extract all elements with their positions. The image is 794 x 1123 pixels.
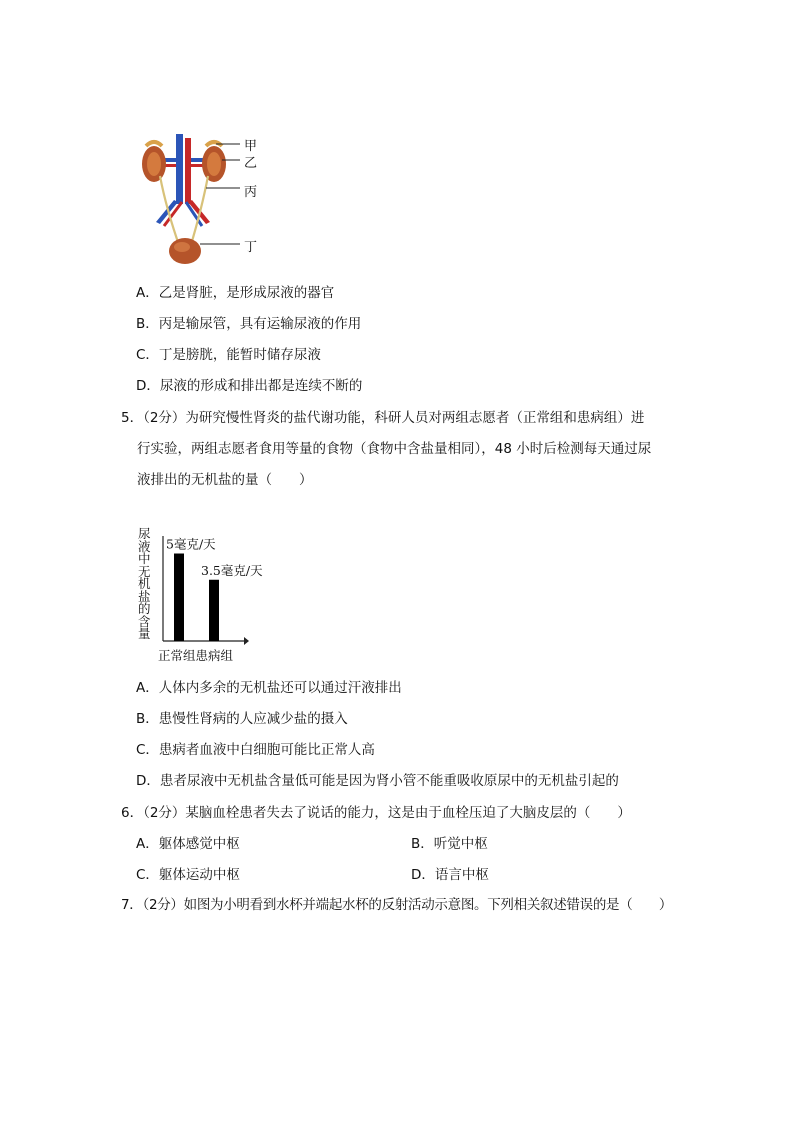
category-label-normal: 正常组 xyxy=(158,648,196,663)
q5-line-3: 液排出的无机盐的量（ ） xyxy=(137,472,313,488)
q5-option-d: D．患者尿液中无机盐含量低可能是因为肾小管不能重吸收原尿中的无机盐引起的 xyxy=(136,773,619,789)
figure-label-jia: 甲 xyxy=(244,139,258,154)
chart-y-label: 尿液中无机盐的含量 xyxy=(138,526,151,641)
q6-stem: 6．（2分）某脑血栓患者失去了说话的能力，这是由于血栓压迫了大脑皮层的（ ） xyxy=(121,805,631,821)
salt-chart xyxy=(136,526,286,666)
bar-normal xyxy=(174,554,184,642)
q6-option-b: B．听觉中枢 xyxy=(411,836,488,852)
data-label-normal: 5毫克/天 xyxy=(166,536,216,552)
q4-option-b: B．丙是输尿管，具有运输尿液的作用 xyxy=(136,316,362,332)
chart-plot xyxy=(136,526,286,666)
q5-line-1: 5．（2分）为研究慢性肾炎的盐代谢功能，科研人员对两组志愿者（正常组和患病组）进 xyxy=(121,410,645,426)
q5-option-b: B．患慢性肾病的人应减少盐的摄入 xyxy=(136,711,348,727)
figure-label-ding: 丁 xyxy=(244,240,258,255)
aorta xyxy=(185,138,191,204)
x-category-labels xyxy=(158,646,233,664)
q5-option-c: C．患病者血液中白细胞可能比正常人高 xyxy=(136,742,375,758)
q4-option-a: A．乙是肾脏，是形成尿液的器官 xyxy=(136,285,335,301)
figure-label-yi: 乙 xyxy=(244,156,258,171)
category-label-patient: 患病组 xyxy=(195,648,234,663)
q5-line-2: 行实验，两组志愿者食用等量的食物（食物中含盐量相同），48 小时后检测每天通过尿 xyxy=(137,441,652,457)
q4-option-c: C．丁是膀胱，能暂时储存尿液 xyxy=(136,347,321,363)
figure-label-bing: 丙 xyxy=(244,185,258,200)
q6-option-d: D．语言中枢 xyxy=(411,867,489,883)
q6-option-c: C．躯体运动中枢 xyxy=(136,867,240,883)
q5-option-a: A．人体内多余的无机盐还可以通过汗液排出 xyxy=(136,680,402,696)
q6-option-a: A．躯体感觉中枢 xyxy=(136,836,240,852)
q7-stem: 7．（2分）如图为小明看到水杯并端起水杯的反射活动示意图。下列相关叙述错误的是（ ） xyxy=(121,897,673,913)
bar-patient xyxy=(209,580,219,641)
q4-option-d: D．尿液的形成和排出都是连续不断的 xyxy=(136,378,363,394)
data-label-patient: 3.5毫克/天 xyxy=(201,562,263,578)
vena-cava xyxy=(176,134,183,204)
x-axis-arrow xyxy=(244,637,249,645)
